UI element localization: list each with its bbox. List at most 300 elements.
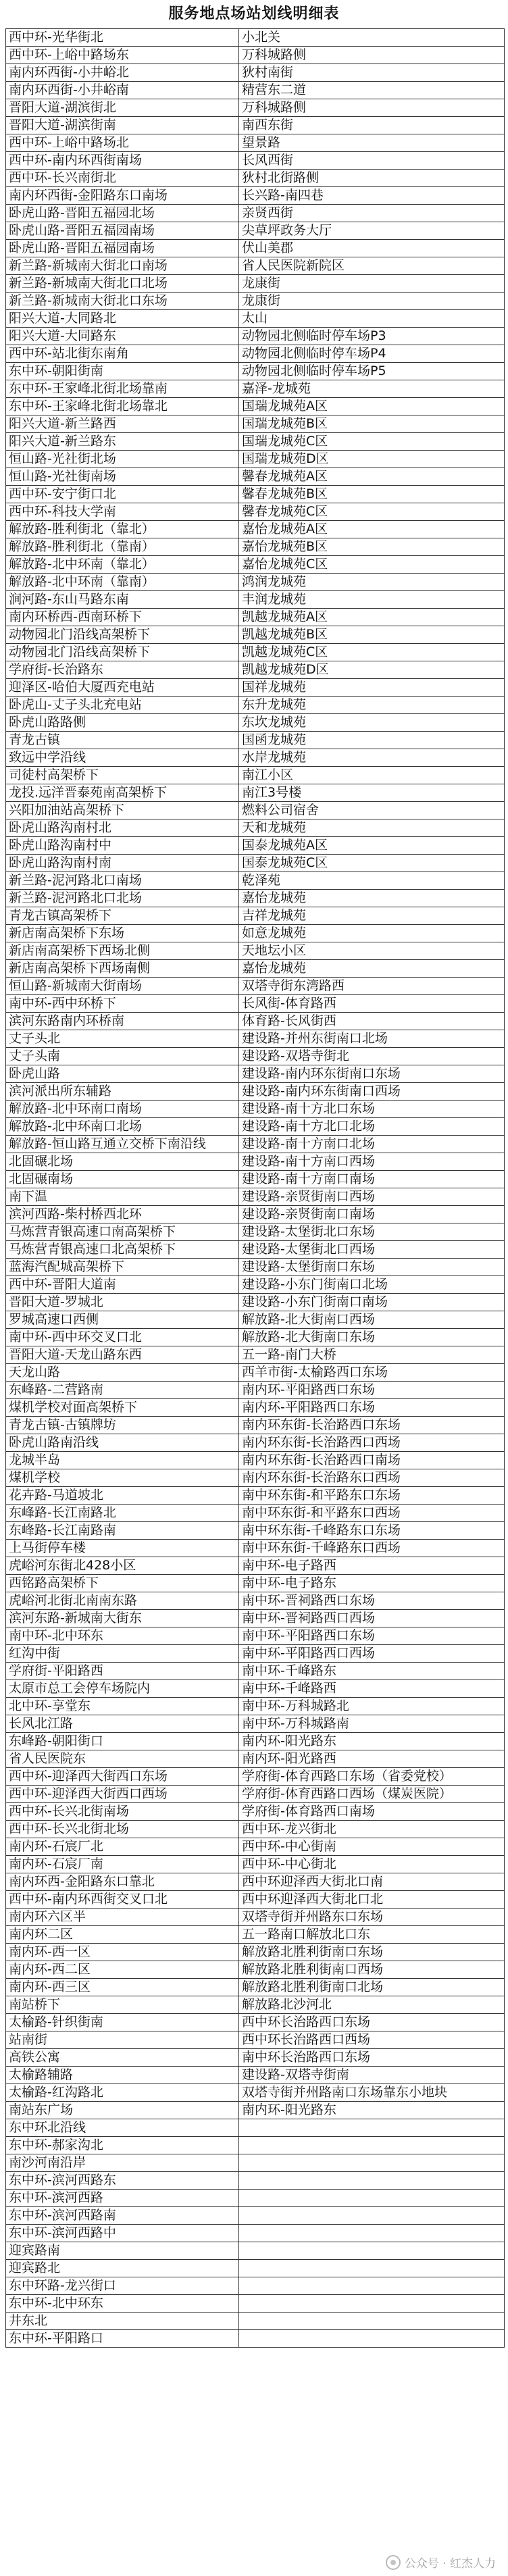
location-cell-left: 东中环-郝家沟北 bbox=[6, 2137, 239, 2154]
location-cell-left: 恒山路-新城南大街南场 bbox=[6, 978, 239, 995]
table-row bbox=[6, 995, 505, 1013]
location-cell-left: 西中环-光华街北 bbox=[6, 29, 239, 47]
location-cell-right: 双塔寺街并州路南口东场靠东小地块 bbox=[239, 2084, 505, 2102]
location-cell-left: 阳兴大道-大同路北 bbox=[6, 310, 239, 328]
location-cell-right: 建设路-南十方南口北场 bbox=[239, 1136, 505, 1153]
location-cell-left: 东中环-滨河西路东 bbox=[6, 2172, 239, 2190]
location-cell-left: 东峰路-长江南路南 bbox=[6, 1522, 239, 1540]
table-row bbox=[6, 1469, 505, 1487]
table-row bbox=[6, 1540, 505, 1557]
location-cell-left: 上马街停车楼 bbox=[6, 1540, 239, 1557]
location-cell-right: 天和龙城苑 bbox=[239, 819, 505, 837]
location-cell-left: 解放路-北中环南口南场 bbox=[6, 1101, 239, 1118]
location-cell-left: 西中环-上峪中路场东 bbox=[6, 47, 239, 64]
location-cell-left: 兴阳加油站高架桥下 bbox=[6, 802, 239, 819]
location-cell-right: 动物园北侧临时停车场P5 bbox=[239, 363, 505, 380]
location-cell-right: 建设路-小东门街南口南场 bbox=[239, 1294, 505, 1311]
table-row bbox=[6, 644, 505, 661]
table-row bbox=[6, 1101, 505, 1118]
table-row bbox=[6, 1294, 505, 1311]
location-cell-left: 南内环-石宸厂北 bbox=[6, 1838, 239, 1856]
location-cell-right: 西中环迎泽西大街北口北 bbox=[239, 1891, 505, 1909]
location-cell-left: 新兰路-新城南大街北口南场 bbox=[6, 257, 239, 275]
table-row bbox=[6, 1856, 505, 1873]
location-cell-right: 尖草坪政务大厅 bbox=[239, 222, 505, 240]
location-cell-right: 建设路-南十方南口西场 bbox=[239, 1153, 505, 1171]
table-row bbox=[6, 205, 505, 222]
location-cell-right: 嘉怡龙城苑A区 bbox=[239, 521, 505, 538]
location-cell-left: 东中环路-龙兴街口 bbox=[6, 2277, 239, 2295]
location-cell-right: 双塔寺街东湾路西 bbox=[239, 978, 505, 995]
location-cell-left: 新兰路-泥河路北口南场 bbox=[6, 872, 239, 890]
table-row bbox=[6, 1873, 505, 1891]
location-cell-right: 南内环-平阳路西口东场 bbox=[239, 1399, 505, 1417]
table-row bbox=[6, 1136, 505, 1153]
location-cell-left: 晋阳大道-湖滨街北 bbox=[6, 99, 239, 117]
table-row bbox=[6, 837, 505, 855]
location-cell-right bbox=[239, 2330, 505, 2348]
location-cell-right: 吉祥龙城苑 bbox=[239, 907, 505, 925]
location-cell-right: 亲贤西街 bbox=[239, 205, 505, 222]
location-cell-right: 万科城路侧 bbox=[239, 99, 505, 117]
location-cell-right bbox=[239, 2242, 505, 2260]
table-row bbox=[6, 1768, 505, 1786]
location-cell-right: 解放路-北大街南口东场 bbox=[239, 1329, 505, 1346]
location-cell-left: 西中环-科技大学南 bbox=[6, 503, 239, 521]
location-cell-left: 解放路-恒山路互通立交桥下南沿线 bbox=[6, 1136, 239, 1153]
location-cell-left: 南站桥下 bbox=[6, 1996, 239, 2014]
location-cell-left: 学府街-长治路东 bbox=[6, 661, 239, 679]
location-cell-left: 东中环-滨河西路中 bbox=[6, 2225, 239, 2242]
location-cell-right: 建设路-双塔寺街南 bbox=[239, 2067, 505, 2084]
location-cell-left: 西中环-迎泽西大街西口东场 bbox=[6, 1768, 239, 1786]
location-cell-left: 卧虎山路沟南村北 bbox=[6, 819, 239, 837]
location-cell-right: 五一路南口解放北口东 bbox=[239, 1926, 505, 1944]
location-cell-left: 动物园北门沿线高架桥下 bbox=[6, 644, 239, 661]
location-cell-right: 鸿润龙城苑 bbox=[239, 574, 505, 591]
table-row bbox=[6, 47, 505, 64]
location-cell-right: 南中环-平阳路西口西场 bbox=[239, 1645, 505, 1663]
location-cell-left: 高铁公寓 bbox=[6, 2049, 239, 2067]
location-cell-left: 东峰路-二营路南 bbox=[6, 1382, 239, 1399]
location-cell-left: 南下温 bbox=[6, 1188, 239, 1206]
table-row bbox=[6, 2172, 505, 2190]
location-cell-right: 南内环-阳光路西 bbox=[239, 1750, 505, 1768]
table-row bbox=[6, 1083, 505, 1101]
table-row bbox=[6, 1944, 505, 1961]
location-cell-right: 建设路-太堡街北口西场 bbox=[239, 1241, 505, 1259]
location-cell-right bbox=[239, 2154, 505, 2172]
location-cell-right: 长兴路-南四巷 bbox=[239, 187, 505, 205]
table-row bbox=[6, 2119, 505, 2137]
table-row bbox=[6, 907, 505, 925]
table-row bbox=[6, 1505, 505, 1522]
location-cell-left: 龙城半岛 bbox=[6, 1452, 239, 1469]
location-cell-left: 南内环西-金阳路东口靠北 bbox=[6, 1873, 239, 1891]
table-row bbox=[6, 170, 505, 187]
location-cell-left: 东中环-北中环东 bbox=[6, 2295, 239, 2313]
station-table-body bbox=[6, 29, 505, 2348]
table-row bbox=[6, 1311, 505, 1329]
table-row bbox=[6, 2049, 505, 2067]
table-row bbox=[6, 275, 505, 293]
location-cell-left: 马炼营青银高速口北高架桥下 bbox=[6, 1241, 239, 1259]
location-cell-right: 体育路-长风街西 bbox=[239, 1013, 505, 1030]
location-cell-left: 阳兴大道-新兰路东 bbox=[6, 433, 239, 451]
table-row bbox=[6, 1627, 505, 1645]
location-cell-right bbox=[239, 2313, 505, 2330]
location-cell-left: 卧虎山-丈子头北充电站 bbox=[6, 697, 239, 714]
location-cell-right: 国瑞龙城苑A区 bbox=[239, 398, 505, 415]
table-row bbox=[6, 1786, 505, 1803]
table-row bbox=[6, 1487, 505, 1505]
location-cell-right: 南内环东街-长治路东口西场 bbox=[239, 1469, 505, 1487]
location-cell-right: 南内环-平阳路西口东场 bbox=[239, 1382, 505, 1399]
table-row bbox=[6, 2330, 505, 2348]
table-row bbox=[6, 1013, 505, 1030]
table-row bbox=[6, 2154, 505, 2172]
location-cell-left: 天龙山路 bbox=[6, 1364, 239, 1382]
location-cell-right: 南中环-电子路东 bbox=[239, 1575, 505, 1592]
station-detail-table bbox=[5, 28, 505, 2348]
table-row bbox=[6, 1522, 505, 1540]
table-row bbox=[6, 2084, 505, 2102]
location-cell-right: 南中环-千峰路东 bbox=[239, 1663, 505, 1680]
table-row bbox=[6, 1048, 505, 1065]
location-cell-right: 建设路-太堡街北口东场 bbox=[239, 1223, 505, 1241]
location-cell-left: 南中环-北中环东 bbox=[6, 1627, 239, 1645]
location-cell-right: 南西东街 bbox=[239, 117, 505, 134]
location-cell-left: 滨河西路-柴村桥西北环 bbox=[6, 1206, 239, 1223]
table-row bbox=[6, 538, 505, 556]
location-cell-right: 长风街-体育路西 bbox=[239, 995, 505, 1013]
table-row bbox=[6, 345, 505, 363]
location-cell-left: 新店南高架桥下西场南侧 bbox=[6, 960, 239, 978]
table-row bbox=[6, 451, 505, 468]
location-cell-left: 阳兴大道-新兰路西 bbox=[6, 415, 239, 433]
table-row bbox=[6, 697, 505, 714]
table-row bbox=[6, 609, 505, 626]
location-cell-right: 南内环-阳光路东 bbox=[239, 2102, 505, 2119]
location-cell-left: 南内环桥西-西南环桥下 bbox=[6, 609, 239, 626]
location-cell-left: 井东北 bbox=[6, 2313, 239, 2330]
location-cell-left: 煤机学校 bbox=[6, 1469, 239, 1487]
location-cell-left: 卧虎山路 bbox=[6, 1065, 239, 1083]
table-row bbox=[6, 732, 505, 749]
location-cell-left: 蓝海汽配城高架桥下 bbox=[6, 1259, 239, 1276]
table-row bbox=[6, 890, 505, 907]
table-row bbox=[6, 433, 505, 451]
table-row bbox=[6, 1417, 505, 1434]
location-cell-left: 滨河东路-新城南大街东 bbox=[6, 1610, 239, 1627]
location-cell-right: 国瑞龙城苑B区 bbox=[239, 415, 505, 433]
location-cell-left: 致远中学沿线 bbox=[6, 749, 239, 767]
location-cell-left: 卧虎山路路侧 bbox=[6, 714, 239, 732]
location-cell-left: 丈子头北 bbox=[6, 1030, 239, 1048]
location-cell-left: 青龙古镇-古镇牌坊 bbox=[6, 1417, 239, 1434]
location-cell-left: 虎峪河东街北428小区 bbox=[6, 1557, 239, 1575]
location-cell-left: 南站东广场 bbox=[6, 2102, 239, 2119]
location-cell-left: 花卉路-马道坡北 bbox=[6, 1487, 239, 1505]
location-cell-left: 南沙河南沿岸 bbox=[6, 2154, 239, 2172]
location-cell-left: 迎泽区-哈伯大厦西充电站 bbox=[6, 679, 239, 697]
table-row bbox=[6, 1996, 505, 2014]
location-cell-left: 罗城高速口西侧 bbox=[6, 1311, 239, 1329]
table-row bbox=[6, 925, 505, 942]
table-row bbox=[6, 363, 505, 380]
location-cell-right: 西中环长治路西口西场 bbox=[239, 2031, 505, 2049]
location-cell-left: 解放路-北中环南（靠北） bbox=[6, 556, 239, 574]
table-row bbox=[6, 187, 505, 205]
table-row bbox=[6, 1557, 505, 1575]
location-cell-right: 建设路-亲贤街南口南场 bbox=[239, 1206, 505, 1223]
table-row bbox=[6, 1926, 505, 1944]
location-cell-right: 学府街-体育西路口西场（煤炭医院） bbox=[239, 1786, 505, 1803]
table-row bbox=[6, 714, 505, 732]
location-cell-right: 南中环-晋祠路西口东场 bbox=[239, 1592, 505, 1610]
location-cell-right: 西中环长治路西口东场 bbox=[239, 2014, 505, 2031]
location-cell-left: 煤机学校对面高架桥下 bbox=[6, 1399, 239, 1417]
location-cell-left: 卧虎山路南沿线 bbox=[6, 1434, 239, 1452]
table-row bbox=[6, 1452, 505, 1469]
table-row bbox=[6, 661, 505, 679]
location-cell-right: 南内环东街-长治路西口西场 bbox=[239, 1434, 505, 1452]
table-row bbox=[6, 1065, 505, 1083]
table-row bbox=[6, 1434, 505, 1452]
location-cell-left: 卧虎山路-晋阳五福园北场 bbox=[6, 205, 239, 222]
location-cell-right: 龙康街 bbox=[239, 293, 505, 310]
table-row bbox=[6, 1346, 505, 1364]
table-row bbox=[6, 1382, 505, 1399]
location-cell-right: 馨春龙城苑C区 bbox=[239, 503, 505, 521]
location-cell-right: 嘉怡龙城苑 bbox=[239, 960, 505, 978]
location-cell-left: 青龙古镇 bbox=[6, 732, 239, 749]
table-row bbox=[6, 802, 505, 819]
table-row bbox=[6, 1645, 505, 1663]
table-row bbox=[6, 978, 505, 995]
table-row bbox=[6, 29, 505, 47]
location-cell-right: 解放路北胜利街南口北场 bbox=[239, 1979, 505, 1996]
table-row bbox=[6, 310, 505, 328]
location-cell-left: 滨河东路南内环桥南 bbox=[6, 1013, 239, 1030]
location-cell-right: 望景路 bbox=[239, 134, 505, 152]
location-cell-right: 南中环长治路西口东场 bbox=[239, 2049, 505, 2067]
location-cell-left: 卧虎山路-晋阳五福园南场 bbox=[6, 222, 239, 240]
location-cell-left: 恒山路-光社街北场 bbox=[6, 451, 239, 468]
table-row bbox=[6, 1979, 505, 1996]
location-cell-right: 解放路北胜利街南口西场 bbox=[239, 1961, 505, 1979]
location-cell-left: 西中环-安宁街口北 bbox=[6, 486, 239, 503]
location-cell-left: 晋阳大道-天龙山路东西 bbox=[6, 1346, 239, 1364]
location-cell-right: 嘉怡龙城苑C区 bbox=[239, 556, 505, 574]
table-row bbox=[6, 2225, 505, 2242]
location-cell-left: 新店南高架桥下东场 bbox=[6, 925, 239, 942]
table-row bbox=[6, 2190, 505, 2207]
location-cell-left: 南内环西街-小井峪北 bbox=[6, 64, 239, 82]
location-cell-right: 东坎龙城苑 bbox=[239, 714, 505, 732]
location-cell-right: 南江小区 bbox=[239, 767, 505, 784]
location-cell-left: 南内环-西二区 bbox=[6, 1961, 239, 1979]
location-cell-left: 解放路-北中环南口北场 bbox=[6, 1118, 239, 1136]
location-cell-left: 解放路-北中环南（靠南） bbox=[6, 574, 239, 591]
table-row bbox=[6, 2242, 505, 2260]
table-row bbox=[6, 556, 505, 574]
location-cell-right: 南中环东街-千峰路东口西场 bbox=[239, 1540, 505, 1557]
location-cell-left: 晋阳大道-湖滨街南 bbox=[6, 117, 239, 134]
location-cell-left: 东中环-滨河西路 bbox=[6, 2190, 239, 2207]
table-row bbox=[6, 1715, 505, 1733]
table-row bbox=[6, 2014, 505, 2031]
location-cell-right bbox=[239, 2137, 505, 2154]
location-cell-left: 北固碾南场 bbox=[6, 1171, 239, 1188]
location-cell-left: 迎宾路北 bbox=[6, 2260, 239, 2277]
table-row bbox=[6, 1118, 505, 1136]
location-cell-right: 凯越龙城苑B区 bbox=[239, 626, 505, 644]
location-cell-right: 建设路-南十方北口北场 bbox=[239, 1118, 505, 1136]
table-row bbox=[6, 1171, 505, 1188]
location-cell-right: 馨春龙城苑B区 bbox=[239, 486, 505, 503]
table-row bbox=[6, 819, 505, 837]
location-cell-right: 燃料公司宿舍 bbox=[239, 802, 505, 819]
location-cell-left: 东中环-滨河西路南 bbox=[6, 2207, 239, 2225]
location-cell-right: 凯越龙城苑A区 bbox=[239, 609, 505, 626]
location-cell-right: 嘉怡龙城苑 bbox=[239, 890, 505, 907]
location-cell-left: 东峰路-朝阳街口 bbox=[6, 1733, 239, 1750]
table-row bbox=[6, 152, 505, 170]
table-row bbox=[6, 1891, 505, 1909]
location-cell-left: 北固碾北场 bbox=[6, 1153, 239, 1171]
location-cell-left: 学府街-平阳路西 bbox=[6, 1663, 239, 1680]
location-cell-right: 省人民医院新院区 bbox=[239, 257, 505, 275]
location-cell-left: 南内环西街-小井峪南 bbox=[6, 82, 239, 99]
table-row bbox=[6, 1698, 505, 1715]
table-row bbox=[6, 1733, 505, 1750]
table-row bbox=[6, 99, 505, 117]
location-cell-left: 南内环-石宸厂南 bbox=[6, 1856, 239, 1873]
location-cell-right: 建设路-双塔寺街北 bbox=[239, 1048, 505, 1065]
location-cell-left: 南中环-西中环桥下 bbox=[6, 995, 239, 1013]
location-cell-left: 新兰路-泥河路北口北场 bbox=[6, 890, 239, 907]
location-cell-right: 动物园北侧临时停车场P4 bbox=[239, 345, 505, 363]
table-row bbox=[6, 855, 505, 872]
location-cell-right: 建设路-南内环东街南口西场 bbox=[239, 1083, 505, 1101]
location-cell-left: 青龙古镇高架桥下 bbox=[6, 907, 239, 925]
location-cell-left: 龙投.远洋晋泰苑南高架桥下 bbox=[6, 784, 239, 802]
location-cell-right: 万科城路侧 bbox=[239, 47, 505, 64]
location-cell-left: 太榆路-针织街南 bbox=[6, 2014, 239, 2031]
location-cell-right: 凯越龙城苑D区 bbox=[239, 661, 505, 679]
location-cell-right: 南中环-晋祠路西口西场 bbox=[239, 1610, 505, 1627]
location-cell-right: 国函龙城苑 bbox=[239, 732, 505, 749]
location-cell-left: 西中环-站北街东南角 bbox=[6, 345, 239, 363]
location-cell-right: 双塔寺街并州路东口东场 bbox=[239, 1909, 505, 1926]
table-row bbox=[6, 1961, 505, 1979]
location-cell-right bbox=[239, 2119, 505, 2137]
location-cell-left: 阳兴大道-大同路东 bbox=[6, 328, 239, 345]
table-row bbox=[6, 1399, 505, 1417]
location-cell-right: 解放路北胜利街南口东场 bbox=[239, 1944, 505, 1961]
location-cell-right: 国瑞龙城苑C区 bbox=[239, 433, 505, 451]
table-row bbox=[6, 1223, 505, 1241]
location-cell-right: 建设路-并州东街南口北场 bbox=[239, 1030, 505, 1048]
table-row bbox=[6, 2137, 505, 2154]
location-cell-left: 太榆路-红沟路北 bbox=[6, 2084, 239, 2102]
document-title: 服务地点场站划线明细表 bbox=[168, 5, 340, 22]
location-cell-right: 西中环-中心街北 bbox=[239, 1856, 505, 1873]
location-cell-right: 建设路-南内环东街南口东场 bbox=[239, 1065, 505, 1083]
location-cell-left: 马炼营青银高速口南高架桥下 bbox=[6, 1223, 239, 1241]
location-cell-right: 建设路-小东门街南口北场 bbox=[239, 1276, 505, 1294]
table-row bbox=[6, 222, 505, 240]
location-cell-right bbox=[239, 2260, 505, 2277]
location-cell-right: 如意龙城苑 bbox=[239, 925, 505, 942]
location-cell-right: 西中环迎泽西大街北口南 bbox=[239, 1873, 505, 1891]
table-row bbox=[6, 591, 505, 609]
location-cell-left: 东中环-朝阳街南 bbox=[6, 363, 239, 380]
location-cell-right: 西中环-中心街南 bbox=[239, 1838, 505, 1856]
table-row bbox=[6, 468, 505, 486]
table-row bbox=[6, 64, 505, 82]
location-cell-left: 东中环-王家峰北街北场靠北 bbox=[6, 398, 239, 415]
location-cell-right: 乾泽苑 bbox=[239, 872, 505, 890]
table-row bbox=[6, 960, 505, 978]
table-row bbox=[6, 380, 505, 398]
location-cell-left: 动物园北门沿线高架桥下 bbox=[6, 626, 239, 644]
location-cell-left: 东中环-王家峰北街北场靠南 bbox=[6, 380, 239, 398]
location-cell-right: 南中环-平阳路西口东场 bbox=[239, 1627, 505, 1645]
table-row bbox=[6, 1750, 505, 1768]
table-row bbox=[6, 784, 505, 802]
location-cell-right: 南中环-电子路西 bbox=[239, 1557, 505, 1575]
location-cell-right: 国泰龙城苑A区 bbox=[239, 837, 505, 855]
table-row bbox=[6, 1153, 505, 1171]
location-cell-left: 解放路-胜利街北（靠北） bbox=[6, 521, 239, 538]
location-cell-right: 解放路-北大街南口西场 bbox=[239, 1311, 505, 1329]
table-row bbox=[6, 398, 505, 415]
table-row bbox=[6, 1838, 505, 1856]
location-cell-right: 国瑞龙城苑D区 bbox=[239, 451, 505, 468]
location-cell-left: 司徒村高架桥下 bbox=[6, 767, 239, 784]
location-cell-right: 南中环-万科城路南 bbox=[239, 1715, 505, 1733]
location-cell-left: 西中环-迎泽西大街西口西场 bbox=[6, 1786, 239, 1803]
location-cell-left: 西中环-上峪中路场北 bbox=[6, 134, 239, 152]
table-row bbox=[6, 1575, 505, 1592]
location-cell-right: 狄村北街路侧 bbox=[239, 170, 505, 187]
location-cell-right: 国泰龙城苑C区 bbox=[239, 855, 505, 872]
table-row bbox=[6, 679, 505, 697]
location-cell-left: 东中环-平阳路口 bbox=[6, 2330, 239, 2348]
table-row bbox=[6, 2067, 505, 2084]
table-row bbox=[6, 486, 505, 503]
watermark bbox=[386, 2554, 496, 2571]
location-cell-right: 动物园北侧临时停车场P3 bbox=[239, 328, 505, 345]
location-cell-left: 省人民医院东 bbox=[6, 1750, 239, 1768]
location-cell-left: 西中环-长兴北街南场 bbox=[6, 1803, 239, 1821]
location-cell-right: 南内环-阳光路东 bbox=[239, 1733, 505, 1750]
table-row bbox=[6, 134, 505, 152]
table-row bbox=[6, 2260, 505, 2277]
location-cell-right: 国祥龙城苑 bbox=[239, 679, 505, 697]
location-cell-right: 建设路-亲贤街南口西场 bbox=[239, 1188, 505, 1206]
location-cell-left: 太榆路辅路 bbox=[6, 2067, 239, 2084]
table-row bbox=[6, 1276, 505, 1294]
location-cell-left: 西中环-晋阳大道南 bbox=[6, 1276, 239, 1294]
location-cell-left: 北中环-享堂东 bbox=[6, 1698, 239, 1715]
table-row bbox=[6, 2313, 505, 2330]
table-row bbox=[6, 1610, 505, 1627]
table-row bbox=[6, 328, 505, 345]
table-row bbox=[6, 1188, 505, 1206]
